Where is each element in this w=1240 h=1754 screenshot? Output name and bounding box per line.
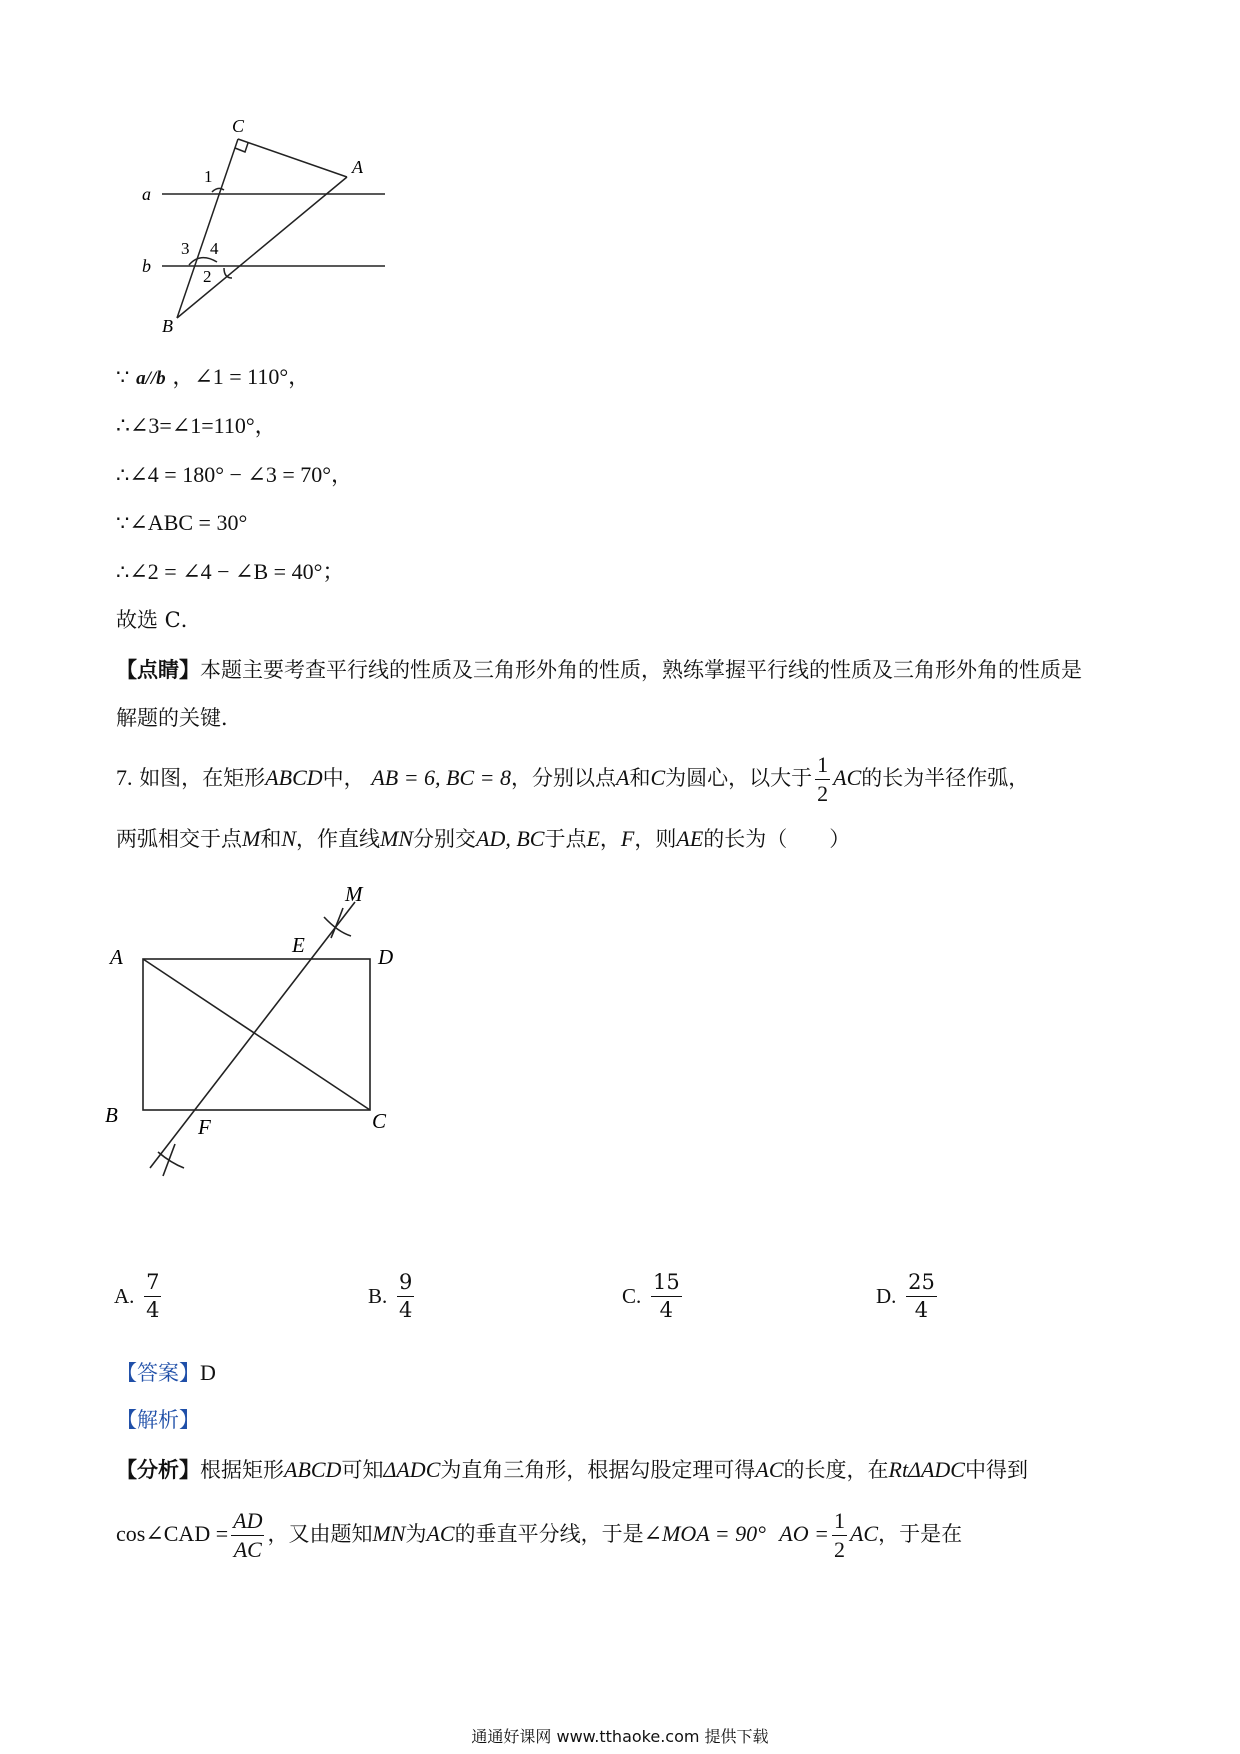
solution-line-1: ∵ a//b ，∠1 = 110°， bbox=[116, 364, 311, 389]
line-MN bbox=[150, 902, 355, 1168]
label-angle-2: 2 bbox=[203, 267, 212, 286]
label-C: C bbox=[372, 1109, 387, 1133]
label-angle-4: 4 bbox=[210, 239, 219, 258]
analysis-line-2: cos∠CAD = $\frac{AD}{AC}$ ，又由题知MN为AC的垂直平分线，于是∠MOA = 90° AO = $\frac{1}{2}$ AC，于是在 bbox=[116, 1508, 963, 1562]
label-C: C bbox=[232, 116, 245, 136]
fraction-one-half: $\frac{1}{2}$ bbox=[817, 752, 829, 806]
comment-line-2: 解题的关键． bbox=[116, 706, 242, 730]
label-B: B bbox=[105, 1103, 118, 1127]
analysis-line-1: 【分析】根据矩形ABCD可知ΔADC为直角三角形，根据勾股定理可得AC的长度，在RtΔADC中得到 bbox=[116, 1457, 1028, 1482]
page-footer: 通通好课网 www.tthaoke.com 提供下载 bbox=[471, 1727, 769, 1746]
option-C[interactable]: C. $\frac{15}{4}$ bbox=[622, 1270, 680, 1322]
arc-mark-M bbox=[324, 917, 351, 936]
label-angle-3: 3 bbox=[181, 239, 190, 258]
answer-value: D bbox=[200, 1360, 216, 1385]
comment-line-1: 【点睛】本题主要考查平行线的性质及三角形外角的性质，熟练掌握平行线的性质及三角形外角的性质是 bbox=[116, 657, 1082, 682]
label-B: B bbox=[162, 316, 173, 336]
segment-CB bbox=[177, 139, 238, 318]
solution-line-3: ∴∠4 = 180° − ∠3 = 70°， bbox=[116, 462, 354, 487]
option-B[interactable]: B. $\frac{9}{4}$ bbox=[368, 1270, 413, 1322]
analysis-tag: 【解析】 bbox=[116, 1408, 200, 1432]
option-A[interactable]: A. $\frac{7}{4}$ bbox=[114, 1270, 160, 1322]
option-D[interactable]: D. $\frac{25}{4}$ bbox=[876, 1270, 935, 1322]
label-A: A bbox=[110, 945, 123, 969]
solution-line-5: ∴∠2 = ∠4 − ∠B = 40°； bbox=[116, 559, 345, 584]
label-A: A bbox=[352, 157, 363, 177]
answer-line bbox=[116, 1362, 216, 1384]
answer-tag: 【答案】 bbox=[116, 1361, 200, 1385]
arc-mark-M-2 bbox=[331, 908, 343, 938]
figure-rectangle-perpendicular-bisector bbox=[100, 880, 420, 1200]
label-angle-1: 1 bbox=[204, 167, 213, 186]
label-D: D bbox=[378, 945, 394, 969]
label-a: a bbox=[142, 184, 151, 204]
solution-line-4: ∵∠ABC = 30° bbox=[116, 510, 248, 535]
fraction-AD-AC: $\frac{AD}{AC}$ bbox=[233, 1508, 263, 1562]
solution-line-2: ∴∠3=∠1=110°， bbox=[116, 413, 277, 438]
label-M: M bbox=[345, 882, 363, 906]
label-b: b bbox=[142, 256, 151, 276]
angle-3-4-arc bbox=[189, 258, 217, 265]
segment-AB bbox=[177, 177, 347, 318]
label-F: F bbox=[198, 1115, 211, 1139]
comment-tag: 【点睛】 bbox=[116, 657, 200, 682]
question7-line-1: 7. 如图，在矩形ABCD中， AB = 6, BC = 8，分别以点A和C为圆心，以大于 $\frac{1}{2}$ AC的长为半径作弧， bbox=[116, 752, 1030, 806]
solution-conclusion: 故选 C． bbox=[116, 608, 202, 632]
diagonal-AC bbox=[143, 959, 370, 1110]
fraction-one-half-ao: $\frac{1}{2}$ bbox=[833, 1508, 845, 1562]
figure-parallel-lines-triangle bbox=[120, 110, 410, 340]
angle-1-arc bbox=[212, 188, 224, 192]
question7-line-2: 两弧相交于点M和N，作直线MN分别交AD, BC于点E，F，则AE的长为（ ） bbox=[116, 826, 851, 851]
label-E: E bbox=[292, 933, 305, 957]
segment-CA bbox=[238, 139, 347, 177]
